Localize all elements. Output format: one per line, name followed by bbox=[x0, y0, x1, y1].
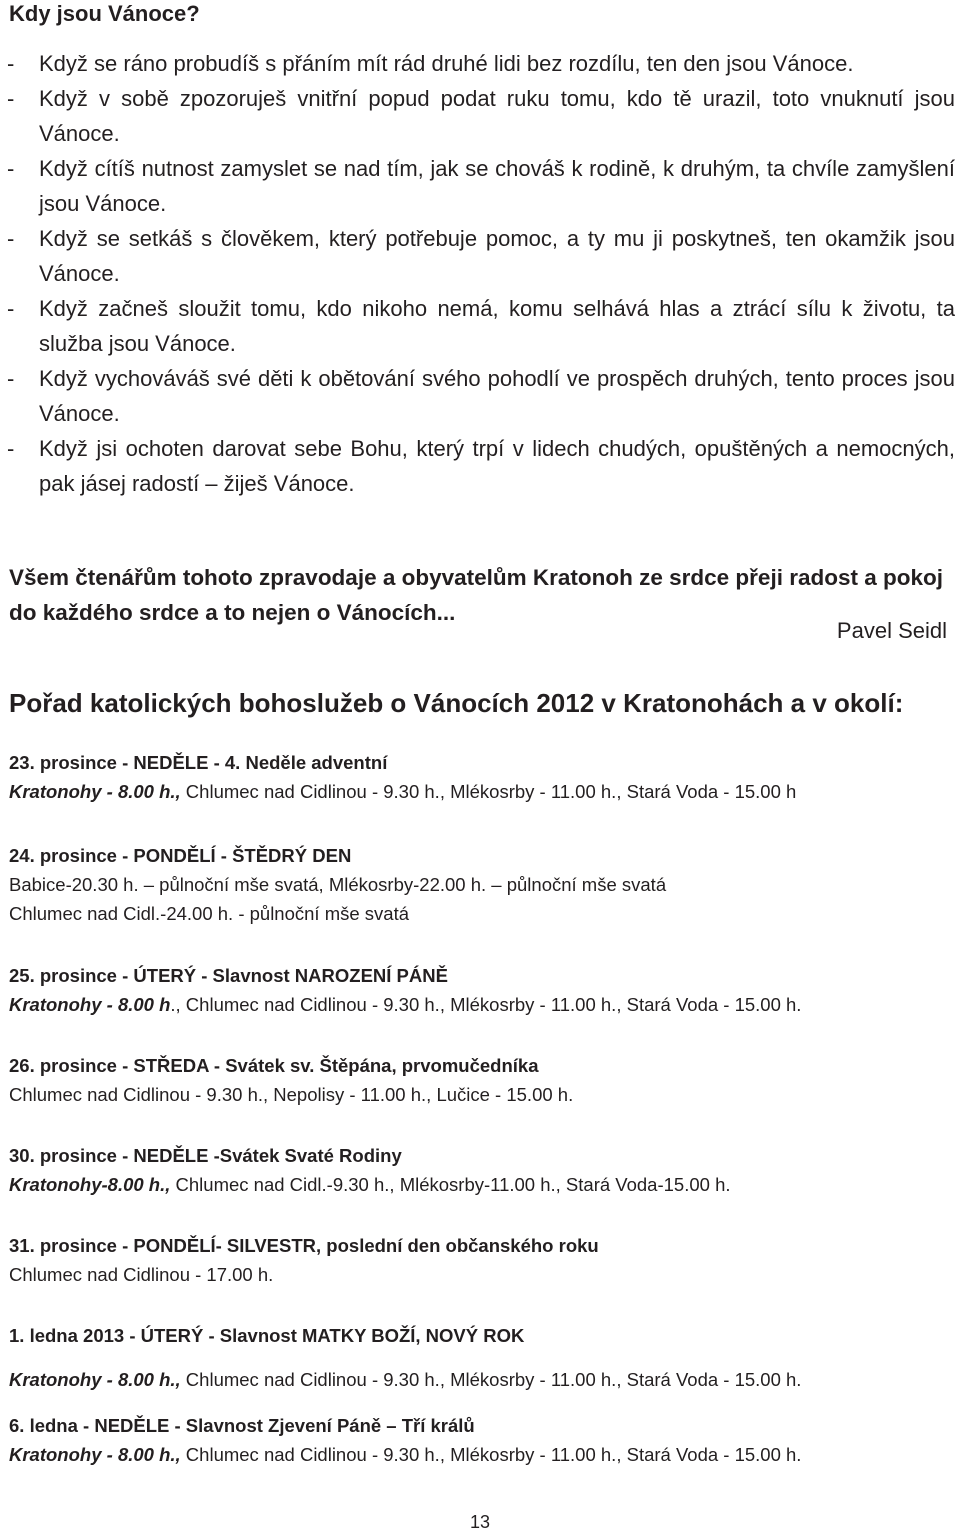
schedule-entry bbox=[9, 1051, 954, 1109]
schedule-entry bbox=[9, 1231, 954, 1289]
entry-line-highlight: Kratonohy - 8.00 h bbox=[9, 994, 171, 1015]
entry-line bbox=[9, 1440, 954, 1469]
entry-line-highlight: Kratonohy - 8.00 h., bbox=[9, 1444, 181, 1465]
entry-line-text: Chlumec nad Cidl.-24.00 h. - půlnoční mše svatá bbox=[9, 903, 410, 924]
entry-line-highlight: Kratonohy - 8.00 h., bbox=[9, 781, 181, 802]
poem-list bbox=[7, 46, 955, 501]
entry-line-highlight: Kratonohy-8.00 h., bbox=[9, 1174, 171, 1195]
entry-heading: 23. prosince - NEDĚLE - 4. Neděle adventní bbox=[9, 752, 388, 773]
entry-heading: 25. prosince - ÚTERÝ - Slavnost NAROZENÍ PÁNĚ bbox=[9, 965, 448, 986]
poem-line bbox=[7, 291, 955, 361]
dash: - bbox=[7, 51, 15, 76]
dash: - bbox=[7, 156, 15, 181]
entry-line-text: Chlumec nad Cidlinou - 9.30 h., Mlékosrby - 11.00 h., Stará Voda - 15.00 h. bbox=[180, 1444, 802, 1465]
poem-text: Když cítíš nutnost zamyslet se nad tím, jak se chováš k rodině, k druhým, ta chvíle zamyšlení jsou Vánoce. bbox=[39, 156, 955, 216]
entry-line bbox=[9, 777, 954, 806]
poem-text: Když začneš sloužit tomu, kdo nikoho nemá, komu selhává hlas a ztrácí sílu k životu, ta služba jsou Vánoce. bbox=[39, 296, 955, 356]
entry-line-text: Chlumec nad Cidl.-9.30 h., Mlékosrby-11.00 h., Stará Voda-15.00 h. bbox=[170, 1174, 731, 1195]
entry-line-text: Babice-20.30 h. – půlnoční mše svatá, Mlékosrby-22.00 h. – půlnoční mše svatá bbox=[9, 874, 667, 895]
entry-line bbox=[9, 899, 954, 928]
signature: Pavel Seidl bbox=[836, 618, 947, 643]
entry-heading: 1. ledna 2013 - ÚTERÝ - Slavnost MATKY BOŽÍ, NOVÝ ROK bbox=[9, 1325, 525, 1346]
dash: - bbox=[7, 436, 15, 461]
poem-line bbox=[7, 361, 955, 431]
entry-line bbox=[9, 1170, 954, 1199]
dash: - bbox=[7, 296, 15, 321]
poem-text: Když se setkáš s člověkem, který potřebuje pomoc, a ty mu ji poskytneš, ten okamžik jsou Vánoce. bbox=[39, 226, 955, 286]
schedule-heading: Pořad katolických bohoslužeb o Vánocích 2012 v Kratonohách a v okolí: bbox=[9, 688, 904, 718]
entry-line-text: Chlumec nad Cidlinou - 9.30 h., Mlékosrby - 11.00 h., Stará Voda - 15.00 h bbox=[180, 781, 797, 802]
entry-heading: 26. prosince - STŘEDA - Svátek sv. Štěpána, prvomučedníka bbox=[9, 1055, 539, 1076]
entry-heading: 30. prosince - NEDĚLE -Svátek Svaté Rodiny bbox=[9, 1145, 402, 1166]
poem-text: Když v sobě zpozoruješ vnitřní popud podat ruku tomu, kdo tě urazil, toto vnuknutí jsou Vánoce. bbox=[39, 86, 955, 146]
page-title: Kdy jsou Vánoce? bbox=[9, 1, 200, 26]
schedule-entry bbox=[9, 1411, 954, 1469]
poem-line bbox=[7, 221, 955, 291]
schedule-entry bbox=[9, 961, 954, 1019]
dash: - bbox=[7, 226, 15, 251]
poem-text: Když se ráno probudíš s přáním mít rád druhé lidi bez rozdílu, ten den jsou Vánoce. bbox=[39, 51, 854, 76]
poem-line bbox=[7, 81, 955, 151]
poem-line bbox=[7, 151, 955, 221]
schedule-entry bbox=[9, 748, 954, 806]
entry-line bbox=[9, 990, 954, 1019]
entry-line bbox=[9, 1260, 954, 1289]
entry-line bbox=[9, 870, 954, 899]
entry-heading: 6. ledna - NEDĚLE - Slavnost Zjevení Páně – Tří králů bbox=[9, 1415, 475, 1436]
entry-line-text: ., Chlumec nad Cidlinou - 9.30 h., Mlékosrby - 11.00 h., Stará Voda - 15.00 h. bbox=[170, 994, 802, 1015]
schedule-entry bbox=[9, 1141, 954, 1199]
greeting-text: Všem čtenářům tohoto zpravodaje a obyvatelům Kratonoh ze srdce přeji radost a pokoj do každého srdce a to nejen o Vánocích... bbox=[9, 565, 943, 625]
entry-heading: 24. prosince - PONDĚLÍ - ŠTĚDRÝ DEN bbox=[9, 845, 352, 866]
schedule-entry bbox=[9, 1321, 954, 1394]
entry-line-text: Chlumec nad Cidlinou - 17.00 h. bbox=[9, 1264, 274, 1285]
poem-text: Když jsi ochoten darovat sebe Bohu, který trpí v lidech chudých, opuštěných a nemocných, pak jásej radostí – žiješ Vánoce. bbox=[39, 436, 955, 496]
entry-line-text: Chlumec nad Cidlinou - 9.30 h., Mlékosrby - 11.00 h., Stará Voda - 15.00 h. bbox=[180, 1369, 802, 1390]
entry-heading: 31. prosince - PONDĚLÍ- SILVESTR, poslední den občanského roku bbox=[9, 1235, 599, 1256]
entry-line-highlight: Kratonohy - 8.00 h., bbox=[9, 1369, 181, 1390]
poem-line bbox=[7, 431, 955, 501]
entry-line-text: Chlumec nad Cidlinou - 9.30 h., Nepolisy - 11.00 h., Lučice - 15.00 h. bbox=[9, 1084, 574, 1105]
page-number: 13 bbox=[469, 1512, 491, 1532]
poem-text: Když vychováváš své děti k obětování svého pohodlí ve prospěch druhých, tento proces jsou Vánoce. bbox=[39, 366, 955, 426]
entry-line bbox=[9, 1365, 954, 1394]
dash: - bbox=[7, 86, 15, 111]
entry-line bbox=[9, 1080, 954, 1109]
dash: - bbox=[7, 366, 15, 391]
schedule-entry bbox=[9, 841, 954, 928]
poem-line bbox=[7, 46, 955, 81]
